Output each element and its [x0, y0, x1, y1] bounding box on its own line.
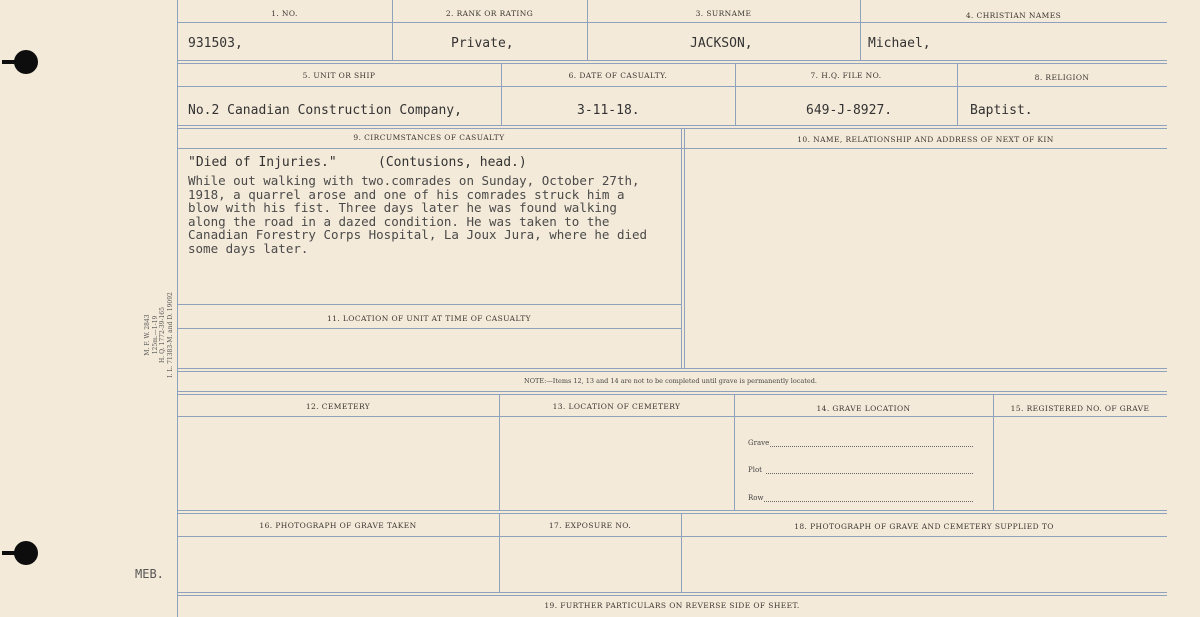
- header-photo-taken: 16. PHOTOGRAPH OF GRAVE TAKEN: [259, 521, 417, 530]
- surname-value: JACKSON,: [690, 36, 753, 51]
- header-surname: 3. SURNAME: [695, 9, 752, 18]
- header-exposure: 17. EXPOSURE NO.: [548, 521, 632, 530]
- plot-dotted-line: [766, 473, 973, 474]
- header-christian-names: 4. CHRISTIAN NAMES: [965, 11, 1062, 20]
- narrative-line: some days later.: [188, 240, 309, 256]
- punch-hole-bottom-tab: [2, 551, 16, 555]
- narrative-line: Canadian Forestry Corps Hospital, La Joux Jura, where he died: [188, 227, 648, 243]
- date-value: 3-11-18.: [577, 103, 640, 118]
- form-print-reference: [144, 290, 174, 380]
- rule: [684, 128, 685, 368]
- circumstances-narrative: [188, 174, 678, 256]
- rule: [177, 128, 1167, 129]
- header-registered-no: 15. REGISTERED NO. OF GRAVE: [1010, 404, 1150, 413]
- cause-of-death: "Died of Injuries.": [188, 155, 337, 170]
- rule: [177, 536, 1167, 537]
- rule: [177, 391, 1167, 392]
- rule: [177, 304, 681, 305]
- print-ref-line: M. F. W. 2843: [144, 314, 151, 356]
- christian-names-value: Michael,: [868, 36, 931, 51]
- rule: [177, 328, 681, 329]
- header-hq-file: 7. H.Q. FILE NO.: [810, 71, 882, 80]
- grave-label: Grave: [748, 439, 770, 447]
- rule: [177, 125, 1167, 126]
- clerk-initials: MEB.: [135, 567, 164, 581]
- grave-dotted-line: [770, 446, 973, 447]
- rule: [177, 148, 1167, 149]
- header-date: 6. DATE OF CASUALTY.: [568, 71, 668, 80]
- rule: [177, 60, 1167, 61]
- header-circumstances: 9. CIRCUMSTANCES OF CASUALTY: [353, 133, 505, 142]
- rule: [177, 510, 1167, 511]
- rule: [177, 371, 1167, 372]
- row-label: Row: [748, 494, 764, 502]
- hq-file-value: 649-J-8927.: [806, 103, 893, 118]
- print-ref-line: 125m.—1-19: [151, 315, 159, 355]
- header-photo-supplied: 18. PHOTOGRAPH OF GRAVE AND CEMETERY SUPPLIED TO: [794, 522, 1054, 531]
- plot-label: Plot: [748, 466, 762, 474]
- print-ref-line: I. L. 71383-M. and D. 19092: [166, 292, 174, 378]
- header-religion: 8. RELIGION: [1034, 73, 1090, 82]
- punch-hole-top-tab: [2, 60, 16, 64]
- narrative-line: While out walking with two.comrades on Sunday, October 27th,: [188, 173, 640, 188]
- rule: [177, 394, 1167, 395]
- rule: [681, 128, 682, 368]
- rule: [177, 368, 1167, 369]
- rule: [177, 595, 1167, 596]
- header-grave-location: 14. GRAVE LOCATION: [816, 404, 911, 413]
- rank-value: Private,: [451, 36, 514, 51]
- header-further-particulars: 19. FURTHER PARTICULARS ON REVERSE SIDE OF SHEET.: [544, 601, 800, 610]
- rule: [177, 86, 1167, 87]
- header-unit: 5. UNIT OR SHIP: [302, 71, 376, 80]
- injury-description: (Contusions, head.): [378, 155, 527, 170]
- row-dotted-line: [764, 501, 973, 502]
- header-next-of-kin: 10. NAME, RELATIONSHIP AND ADDRESS OF NEXT OF KIN: [797, 135, 1054, 144]
- rule: [860, 0, 861, 60]
- punch-hole-bottom: [14, 541, 38, 565]
- rule: [177, 416, 1167, 417]
- service-number: 931503,: [188, 36, 243, 51]
- header-rank: 2. RANK OR RATING: [445, 9, 534, 18]
- rule: [177, 63, 1167, 64]
- print-ref-line: H. Q. 1772-39-165: [159, 307, 166, 363]
- rule: [177, 513, 1167, 514]
- header-no: 1. NO.: [271, 9, 298, 18]
- completion-note: NOTE:—Items 12, 13 and 14 are not to be completed until grave is permanently located.: [524, 377, 817, 385]
- punch-hole-top: [14, 50, 38, 74]
- rule: [177, 22, 1167, 23]
- header-location-cemetery: 13. LOCATION OF CEMETERY: [552, 402, 681, 411]
- header-location-unit: 11. LOCATION OF UNIT AT TIME OF CASUALTY: [327, 314, 531, 323]
- header-cemetery: 12. CEMETERY: [305, 402, 371, 411]
- narrative-line: blow with his fist. Three days later he was found walking: [188, 200, 617, 216]
- narrative-line: 1918, a quarrel arose and one of his comrades struck him a: [188, 186, 625, 202]
- religion-value: Baptist.: [970, 103, 1033, 118]
- rule: [499, 394, 500, 510]
- narrative-line: along the road in a dazed condition. He was taken to the: [188, 213, 610, 229]
- unit-value: No.2 Canadian Construction Company,: [188, 103, 462, 118]
- rule: [177, 592, 1167, 593]
